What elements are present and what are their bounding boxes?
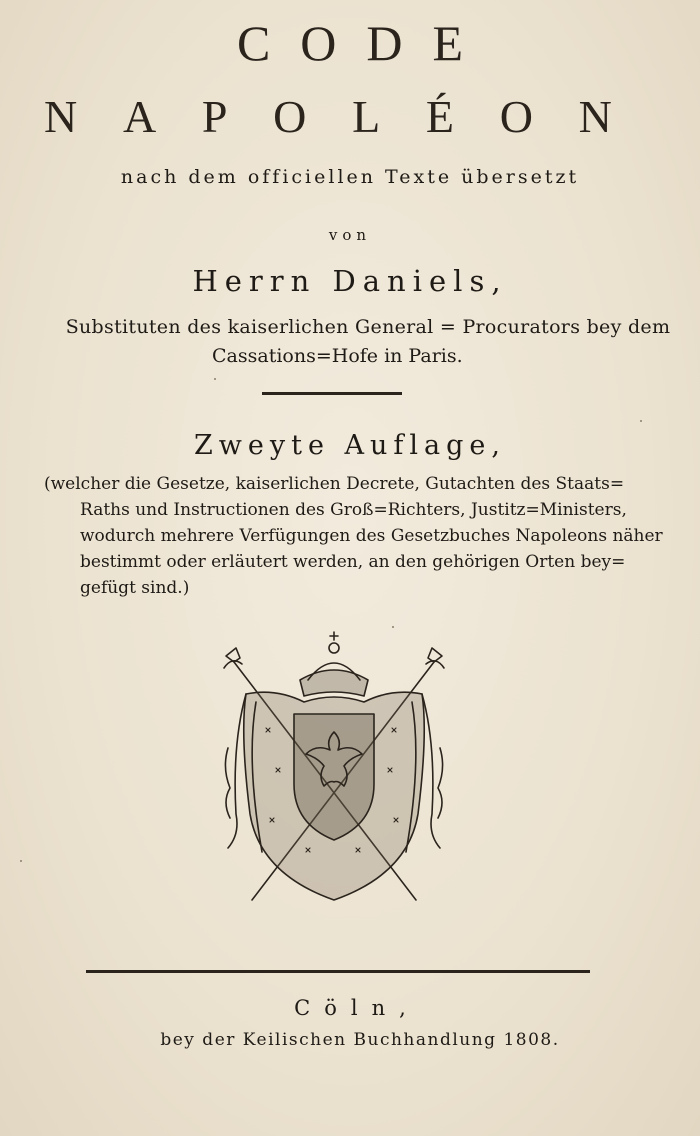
title-letter: N: [44, 91, 78, 142]
paper-speck: [20, 860, 22, 862]
imprint-publisher: bey der Keilischen Buchhandlung 1808.: [160, 1030, 560, 1050]
subtitle: nach dem officiellen Texte übersetzt: [120, 166, 580, 188]
paper-speck: [214, 378, 216, 380]
description-line-1: (welcher die Gesetze, kaiserlichen Decrete, Gutachten des Staats=: [44, 474, 625, 494]
title-letter: L: [352, 91, 381, 142]
title-letter: P: [201, 91, 228, 142]
title-code: CODE: [236, 15, 494, 71]
paper-speck: [392, 626, 394, 628]
description-line-5: gefügt sind.): [80, 578, 190, 598]
author-name: Herrn Daniels,: [192, 264, 508, 298]
description-line-3: wodurch mehrere Verfügungen des Gesetzbuches Napoleons näher: [80, 526, 663, 546]
title-letter: É: [425, 91, 455, 142]
by-line: von: [328, 226, 372, 244]
paper-speck: [640, 420, 642, 422]
imprint-place: Cöln,: [294, 996, 420, 1020]
title-napoleon: [0, 90, 700, 143]
author-office-line-2: Cassations=Hofe in Paris.: [212, 345, 463, 367]
description-line-4: bestimmt oder erläutert werden, an den gehörigen Orten bey=: [80, 552, 626, 572]
divider-rule-bottom: [86, 970, 590, 973]
title-letter: N: [578, 91, 612, 142]
title-letter: A: [122, 91, 157, 142]
description-line-2: Raths und Instructionen des Groß=Richters, Justitz=Ministers,: [80, 500, 627, 520]
author-office-line-1: Substituten des kaiserlichen General = Procurators bey dem: [65, 316, 671, 338]
title-letter: O: [499, 91, 533, 142]
title-letter: O: [273, 91, 307, 142]
edition-statement: Zweyte Auflage,: [194, 430, 506, 461]
imperial-coat-of-arms-icon: [216, 628, 452, 908]
divider-rule-top: [262, 392, 402, 395]
